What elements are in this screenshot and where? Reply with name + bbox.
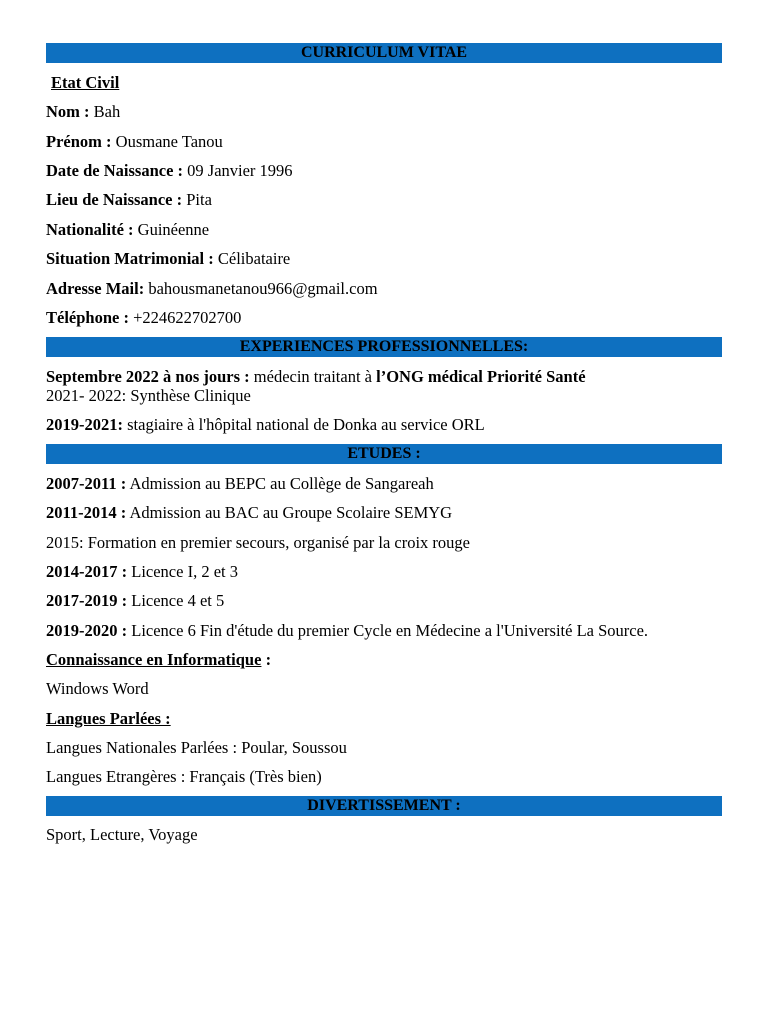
experience-item: 2019-2021: stagiaire à l'hôpital national de Donka au service ORL — [46, 415, 485, 434]
etude-item: 2014-2017 : Licence I, 2 et 3 — [46, 562, 238, 581]
field-prenom: Prénom : Ousmane Tanou — [46, 132, 223, 151]
field-lieu-naissance: Lieu de Naissance : Pita — [46, 190, 212, 209]
field-date-naissance: Date de Naissance : 09 Janvier 1996 — [46, 161, 293, 180]
etude-item: 2019-2020 : Licence 6 Fin d'étude du premier Cycle en Médecine a l'Université La Source. — [46, 621, 649, 640]
experiences-band — [46, 337, 722, 357]
field-telephone: Téléphone : +224622702700 — [46, 308, 242, 327]
etudes-band — [46, 444, 722, 464]
informatique-value: Windows Word — [46, 679, 149, 698]
field-nom: Nom : Bah — [46, 102, 121, 121]
etude-item: 2015: Formation en premier secours, organisé par la croix rouge — [46, 533, 470, 552]
divertissement-title: DIVERTISSEMENT : — [307, 797, 461, 814]
experience-item: 2021- 2022: Synthèse Clinique — [46, 386, 251, 405]
etude-item: 2017-2019 : Licence 4 et 5 — [46, 591, 225, 610]
langue-item: Langues Etrangères : Français (Très bien) — [46, 767, 322, 786]
divertissement-band — [46, 796, 722, 816]
experiences-title: EXPERIENCES PROFESSIONNELLES: — [239, 338, 529, 355]
experience-item: Septembre 2022 à nos jours : médecin traitant à l’ONG médical Priorité Santé — [46, 367, 586, 386]
langue-item: Langues Nationales Parlées : Poular, Soussou — [46, 738, 347, 757]
etudes-title: ETUDES : — [347, 445, 421, 462]
etude-item: 2011-2014 : Admission au BAC au Groupe Scolaire SEMYG — [46, 503, 453, 522]
informatique-heading: Connaissance en Informatique : — [46, 650, 272, 669]
etat-civil-heading: Etat Civil — [51, 73, 120, 92]
cv-title: CURRICULUM VITAE — [300, 44, 468, 61]
field-email: Adresse Mail: bahousmanetanou966@gmail.com — [46, 279, 378, 298]
field-nationalite: Nationalité : Guinéenne — [46, 220, 210, 239]
divertissement-value: Sport, Lecture, Voyage — [46, 825, 198, 844]
etude-item: 2007-2011 : Admission au BEPC au Collège de Sangareah — [46, 474, 434, 493]
field-situation: Situation Matrimonial : Célibataire — [46, 249, 291, 268]
langues-heading: Langues Parlées : — [46, 709, 171, 728]
cv-title-band — [46, 43, 722, 63]
